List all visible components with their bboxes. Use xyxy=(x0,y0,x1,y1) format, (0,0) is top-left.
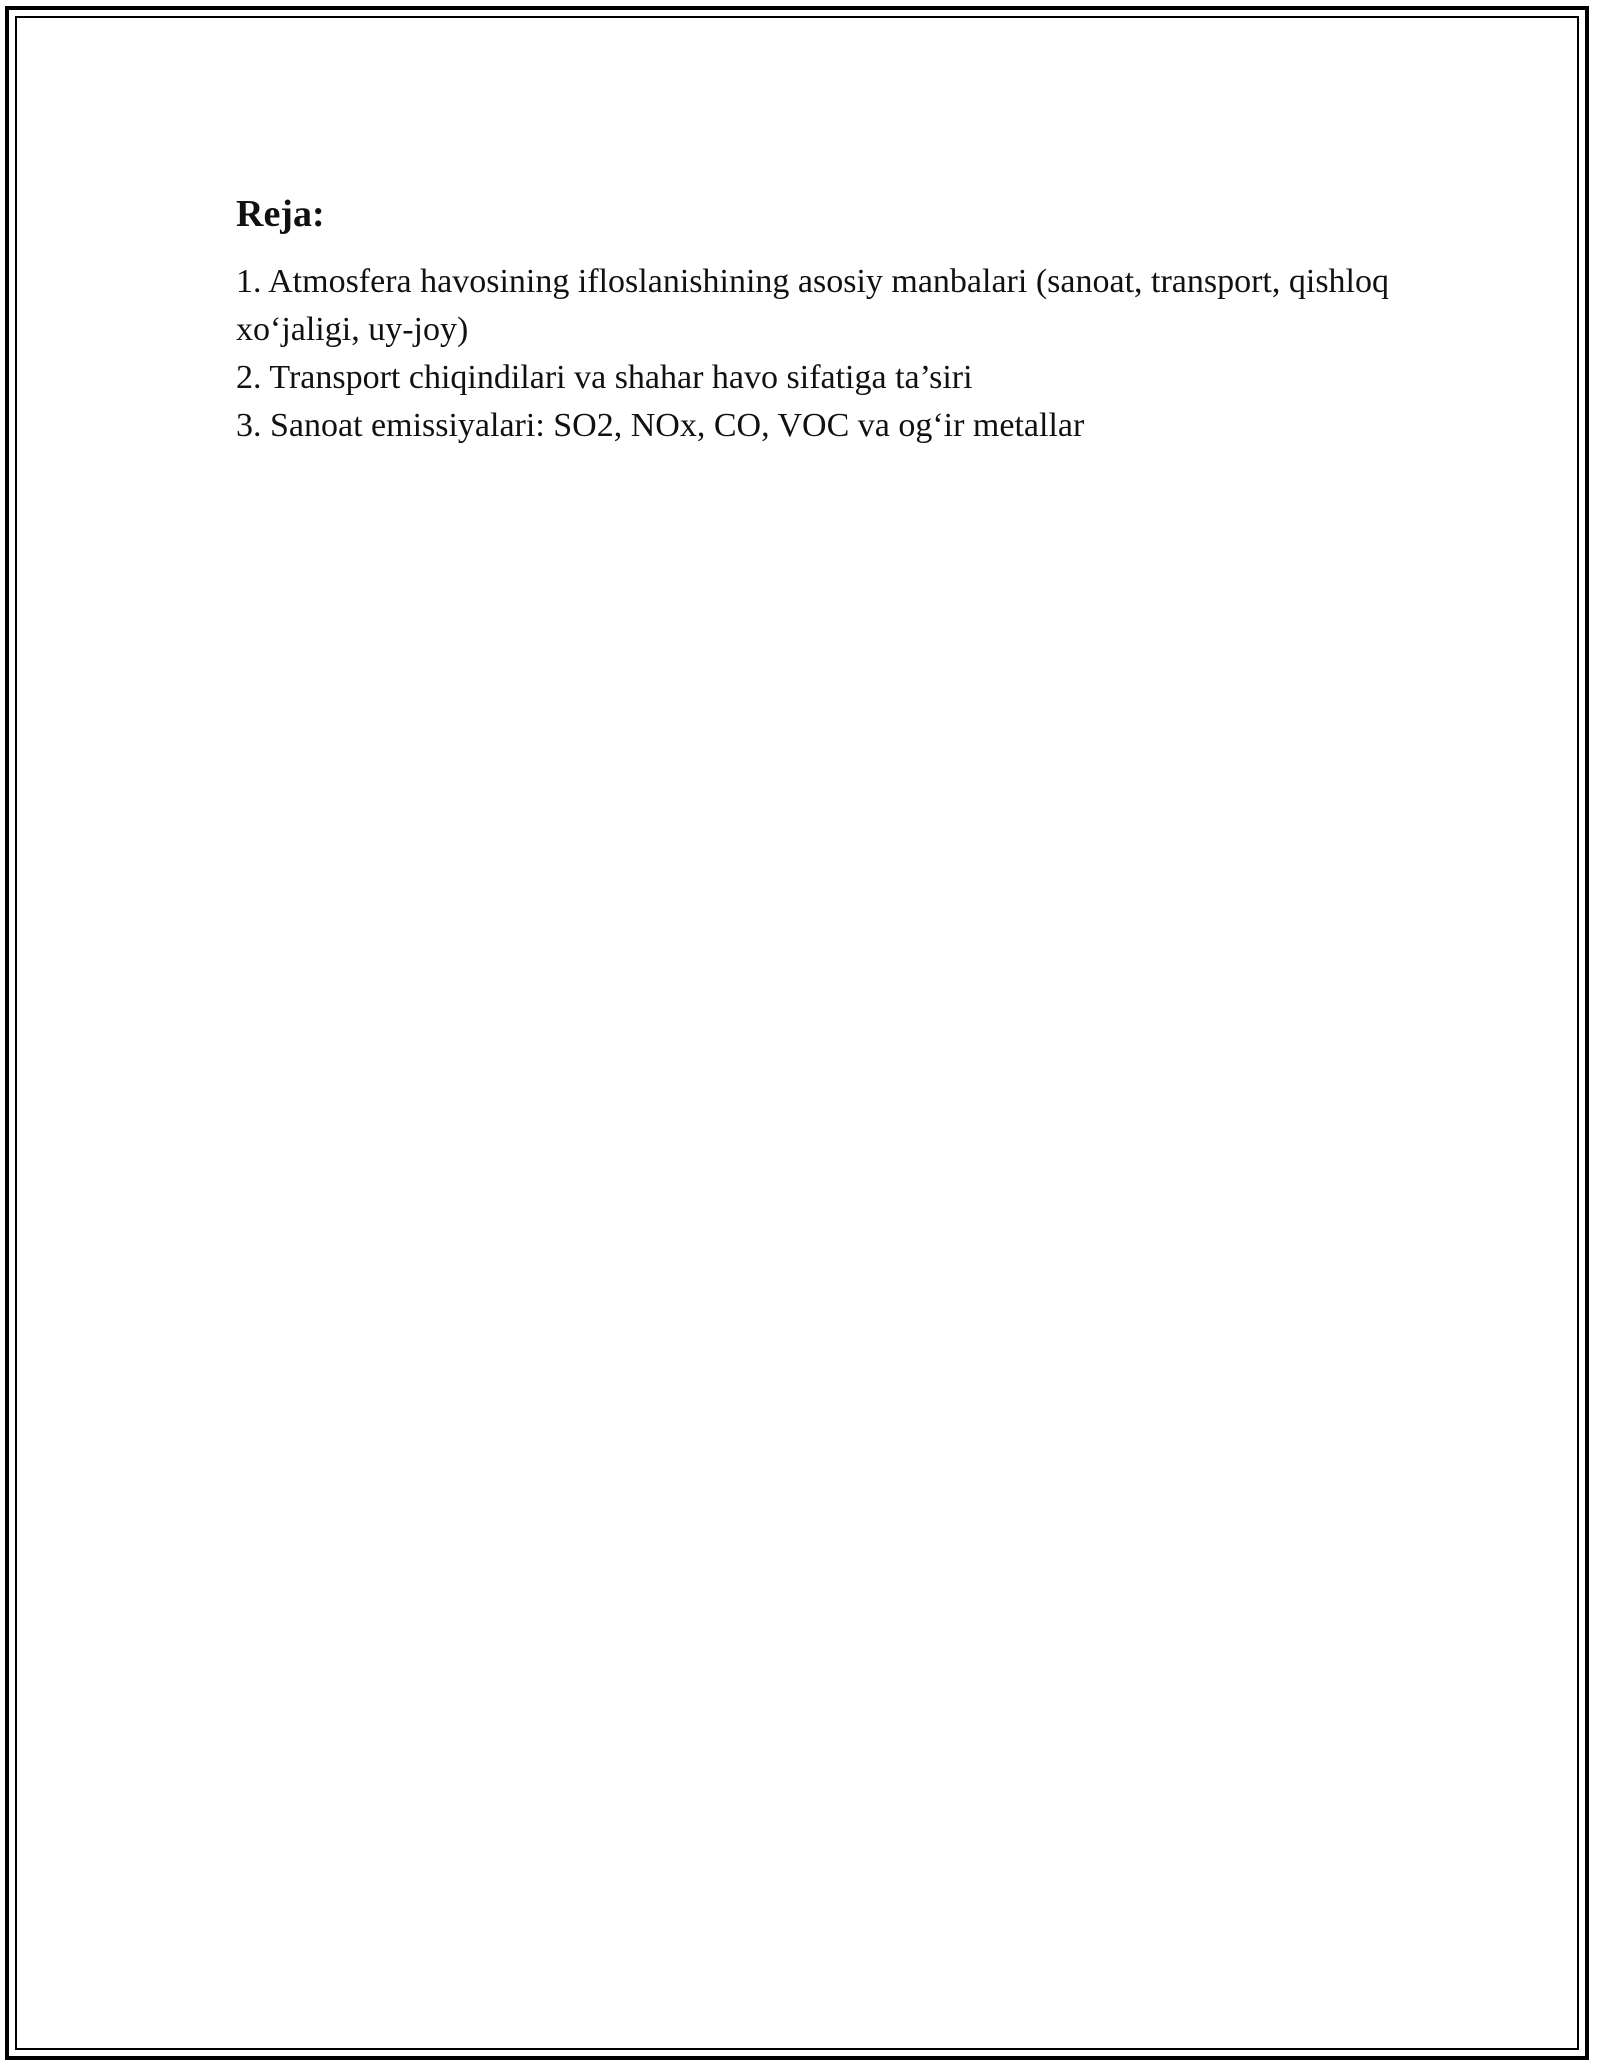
plan-item-3: 3. Sanoat emissiyalari: SO2, NOx, CO, VOC va og‘ir metallar xyxy=(236,407,1085,444)
plan-item-2: 2. Transport chiqindilari va shahar havo sifatiga ta’siri xyxy=(236,359,973,396)
plan-list xyxy=(236,258,1396,450)
plan-item-1: 1. Atmosfera havosining ifloslanishining asosiy manbalari (sanoat, transport, qishloq xo‘jaligi, uy-joy) xyxy=(236,263,1389,348)
document-content xyxy=(236,186,1396,450)
page-title: Reja: xyxy=(236,193,325,235)
